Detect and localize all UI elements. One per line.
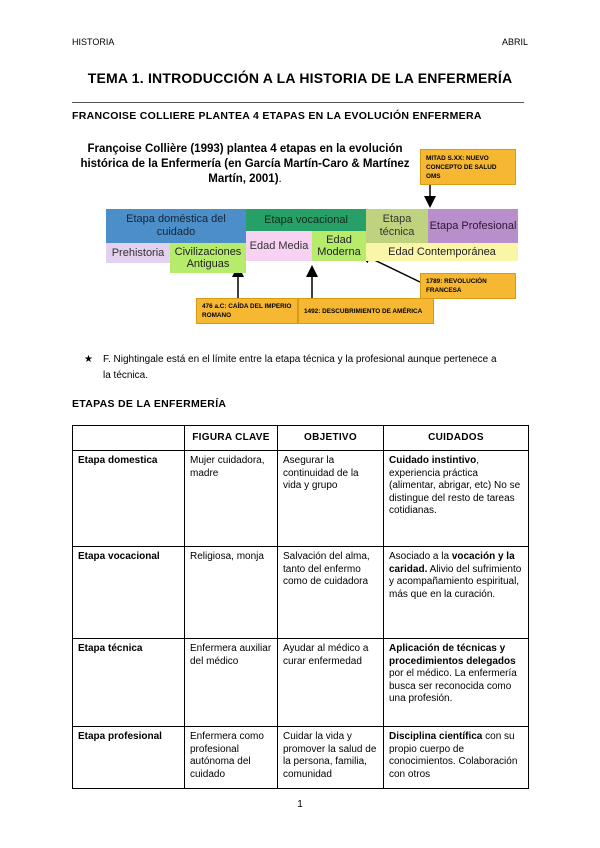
- row-objetivo: Ayudar al médico a curar enfermedad: [278, 639, 384, 727]
- table-row: [73, 727, 529, 789]
- header-cuidados: CUIDADOS: [384, 426, 529, 451]
- note-mid-20th-century: MITAD S.XX: NUEVO CONCEPTO DE SALUD OMS: [420, 149, 516, 185]
- stage-profesional: Etapa Profesional: [428, 209, 518, 243]
- row-etapa: Etapa profesional: [73, 727, 185, 789]
- stage-tecnica: Etapa técnica: [366, 209, 428, 243]
- stages-table: [72, 425, 529, 789]
- period-prehistoria: Prehistoria: [106, 243, 170, 263]
- note-discovery-america: 1492: DESCUBRIMIENTO DE AMÉRICA: [298, 298, 434, 324]
- row-etapa: Etapa domestica: [73, 451, 185, 547]
- row-etapa: Etapa técnica: [73, 639, 185, 727]
- row-objetivo: Salvación del alma, tanto del enfermo como de cuidadora: [278, 547, 384, 639]
- header-left: HISTORIA: [72, 37, 115, 47]
- row-figura: Religiosa, monja: [185, 547, 278, 639]
- period-edad-media: Edad Media: [246, 231, 312, 261]
- stage-vocacional: Etapa vocacional: [246, 209, 366, 231]
- header-empty: [73, 426, 185, 451]
- row-cuidados: Aplicación de técnicas y procedimientos delegados por el médico. La enfermería busca ser reconocida como una profesión.: [384, 639, 529, 727]
- period-civilizaciones: Civilizaciones Antiguas: [170, 243, 246, 273]
- period-edad-contemporanea: Edad Contemporánea: [366, 243, 518, 261]
- row-cuidados: Asociado a la vocación y la caridad. Alivio del sufrimiento y acompañamiento espiritual, más que en la curación.: [384, 547, 529, 639]
- star-bullet-icon: ★: [84, 354, 93, 365]
- stage-domestica: Etapa doméstica del cuidado: [106, 209, 246, 243]
- table-row: [73, 451, 529, 547]
- row-cuidados: Disciplina científica con su propio cuerpo de conocimientos. Colaboración con otros: [384, 727, 529, 789]
- table-row: [73, 639, 529, 727]
- header-objetivo: OBJETIVO: [278, 426, 384, 451]
- row-objetivo: Cuidar la vida y promover la salud de la persona, familia, comunidad: [278, 727, 384, 789]
- nightingale-note: F. Nightingale está en el límite entre la etapa técnica y la profesional aunque pertenece a la técnica.: [103, 354, 497, 381]
- row-objetivo: Asegurar la continuidad de la vida y grupo: [278, 451, 384, 547]
- section-heading-colliere: FRANCOISE COLLIERE PLANTEA 4 ETAPAS EN LA EVOLUCIÓN ENFERMERA: [72, 110, 482, 122]
- header-figura-clave: FIGURA CLAVE: [185, 426, 278, 451]
- row-figura: Mujer cuidadora, madre: [185, 451, 278, 547]
- row-cuidados: Cuidado instintivo, experiencia práctica (alimentar, abrigar, etc) No se distingue del resto de tareas cotidianas.: [384, 451, 529, 547]
- row-figura: Enfermera auxiliar del médico: [185, 639, 278, 727]
- section-heading-etapas: ETAPAS DE LA ENFERMERÍA: [72, 398, 227, 410]
- row-etapa: Etapa vocacional: [73, 547, 185, 639]
- note-french-revolution: 1789: REVOLUCIÓN FRANCESA: [420, 273, 516, 299]
- page-number: 1: [297, 799, 303, 810]
- period-edad-moderna: Edad Moderna: [312, 231, 366, 261]
- table-row: [73, 547, 529, 639]
- header-right: ABRIL: [501, 37, 528, 47]
- page-title: TEMA 1. INTRODUCCIÓN A LA HISTORIA DE LA ENFERMERÍA: [87, 70, 513, 86]
- table-header-row: [73, 426, 529, 451]
- row-figura: Enfermera como profesional autónoma del cuidado: [185, 727, 278, 789]
- note-roman-empire: 476 a.C: CAÍDA DEL IMPERIO ROMANO: [196, 298, 298, 324]
- diagram-title: Françoise Collière (1993) plantea 4 etapas en la evolución histórica de la Enfermería (en García Martín-Caro & Martínez Martín, 2001).: [80, 143, 410, 185]
